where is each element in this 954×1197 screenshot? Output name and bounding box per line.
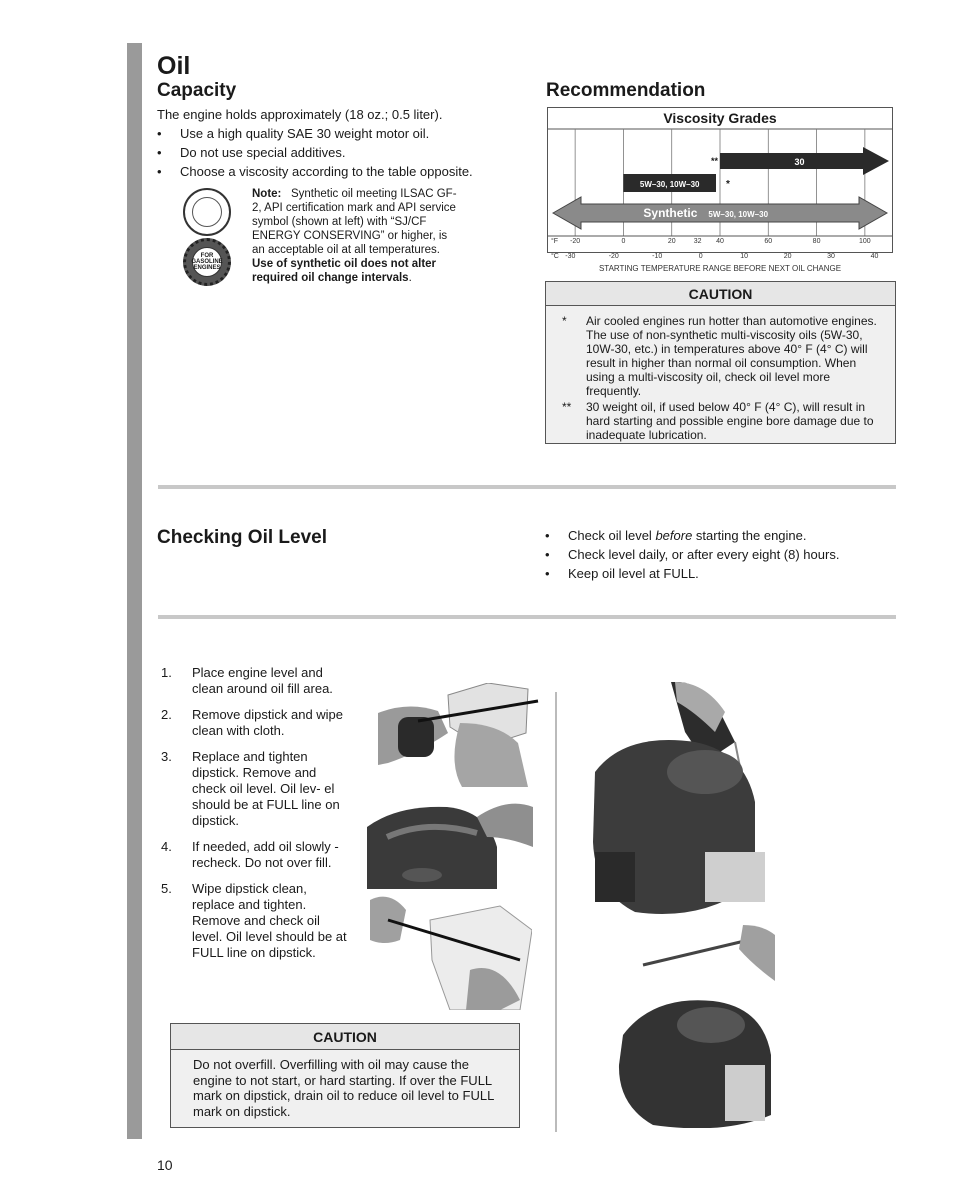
- bar-30-label: 30: [794, 157, 805, 167]
- step-item: 4. If needed, add oil slowly - recheck. Do not over fill.: [161, 839, 339, 870]
- recommendation-heading: Recommendation: [546, 80, 706, 101]
- c-tick-label: 30: [827, 253, 835, 260]
- c-tick-label: 20: [783, 253, 792, 260]
- caution-item: * Air cooled engines run hotter than automotive engines. The use of non-synthetic multi-viscosity oils (5W-30, 10W-30, etc.) in temperatures above 40° F (4° C) will result in higher than normal oil consumption. When using a multi-viscosity oil, check oil level more frequently.: [562, 314, 877, 398]
- f-tick-label: 60: [764, 238, 773, 245]
- c-tick-label: 0: [698, 253, 703, 260]
- c-tick-label: -30: [565, 253, 576, 260]
- c-tick-label: -10: [652, 253, 663, 260]
- bar-multi-label: 5W–30, 10W–30: [639, 180, 700, 189]
- f-tick-label: 20: [667, 238, 676, 245]
- c-tick-label: 10: [740, 253, 749, 260]
- api-service-symbol-icon: [183, 188, 231, 236]
- celsius-ticks: [565, 253, 878, 260]
- checking-heading: Checking Oil Level: [157, 527, 327, 548]
- fahrenheit-unit: °F: [551, 238, 559, 245]
- f-tick-label: 100: [859, 238, 871, 245]
- bar-30-marker: **: [710, 156, 718, 166]
- chart-xlabel: STARTING TEMPERATURE RANGE BEFORE NEXT OIL CHANGE: [598, 264, 842, 273]
- viscosity-chart: [547, 107, 894, 275]
- f-tick-label: 40: [716, 238, 724, 245]
- photo-dipstick-wipe: [378, 683, 540, 787]
- list-item: • Keep oil level at FULL.: [545, 566, 905, 582]
- caution-box-viscosity: [545, 281, 896, 444]
- chart-title: Viscosity Grades: [663, 110, 777, 126]
- note-text: Synthetic oil meeting ILSAC GF-2, API certification mark and API service symbol (shown at left) with “SJ/CF ENERGY CONSERVING” or higher, is an acceptable oil at all temperatures.: [252, 188, 457, 256]
- section-divider: [158, 615, 896, 619]
- page-title: Oil: [157, 52, 191, 80]
- photo-engine-dipstick: [367, 797, 533, 889]
- capacity-bullets: [157, 126, 527, 183]
- f-tick-label: 32: [693, 238, 702, 245]
- photo-engine-final: [613, 925, 775, 1128]
- step-item: 3. Replace and tighten dipstick. Remove and check oil level. Oil lev- el should be at FULL line on dipstick.: [161, 749, 340, 828]
- caution-box-overfill: [170, 1023, 520, 1128]
- photo-divider: [555, 692, 557, 1132]
- c-tick-label: 40: [870, 253, 879, 260]
- list-item: • Choose a viscosity according to the table opposite.: [157, 164, 527, 180]
- caution-title: CAUTION: [546, 282, 895, 306]
- caution-text: Do not overfill. Overfilling with oil may cause the engine to not start, or hard starting. If over the FULL mark on dipstick, drain oil to reduce oil level to FULL mark on dipstick.: [193, 1057, 494, 1119]
- photo-dipstick-check: [370, 890, 532, 1010]
- checking-bullets: [545, 528, 905, 585]
- caution-item: ** 30 weight oil, if used below 40° F (4° C), will result in hard starting and possible engine bore damage due to inadequate lubrication.: [562, 400, 874, 442]
- step-item: 2. Remove dipstick and wipe clean with cloth.: [161, 707, 344, 738]
- capacity-intro: The engine holds approximately (18 oz.; 0.5 liter).: [157, 107, 443, 122]
- celsius-unit: °C: [551, 253, 559, 260]
- list-item: • Check oil level before starting the engine.: [545, 528, 905, 544]
- list-item: • Do not use special additives.: [157, 145, 527, 161]
- section-divider: [158, 485, 896, 489]
- caution-body: [546, 306, 895, 442]
- note-bold: Use of synthetic oil does not alter required oil change intervals: [252, 258, 437, 284]
- page-number: 10: [157, 1157, 173, 1173]
- procedure-steps: [157, 665, 347, 971]
- step-item: 5. Wipe dipstick clean, replace and tighten. Remove and check oil level. Oil level should be at FULL line on dipstick.: [161, 881, 347, 960]
- photo-add-oil: [585, 682, 775, 932]
- caution-title: CAUTION: [171, 1024, 519, 1050]
- note-label: Note:: [252, 188, 282, 200]
- list-item: • Check level daily, or after every eight (8) hours.: [545, 547, 905, 563]
- api-certification-mark-icon: FOR GASOLINE ENGINES: [183, 238, 231, 286]
- f-tick-label: 0: [621, 238, 626, 245]
- side-bar: [127, 43, 142, 1139]
- step-item: 1. Place engine level and clean around oil fill area.: [161, 665, 333, 696]
- capacity-heading: Capacity: [157, 80, 237, 101]
- synthetic-oil-note: Note: Synthetic oil meeting ILSAC GF-2, API certification mark and API service symbol (shown at left) with “SJ/CF ENERGY CONSERVING” or higher, is an acceptable oil at all temperatures. Use of synthetic oil does not alter required oil change intervals.: [252, 188, 457, 284]
- bar-synthetic-sublabel: 5W–30, 10W–30: [708, 210, 769, 219]
- c-tick-label: -20: [608, 253, 619, 260]
- bar-synthetic-label: Synthetic: [643, 206, 698, 220]
- list-item: • Use a high quality SAE 30 weight motor oil.: [157, 126, 527, 142]
- f-tick-label: 80: [812, 238, 821, 245]
- bar-multi-marker: *: [726, 179, 730, 190]
- f-tick-label: -20: [570, 238, 581, 245]
